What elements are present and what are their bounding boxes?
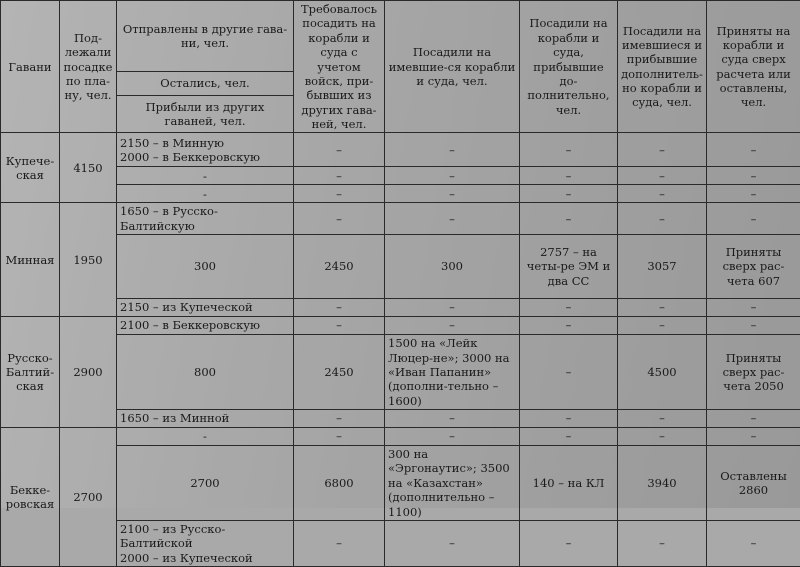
seated-arrived-cell: 2757 – на четы-ре ЭМ и два СС — [520, 235, 618, 299]
dash-cell: – — [294, 133, 385, 167]
dash-cell: – — [520, 185, 618, 203]
required-cell: 2450 — [294, 235, 385, 299]
extra-cell: Оставлены 2860 — [707, 446, 800, 521]
header-stayed: Остались, чел. — [117, 72, 294, 95]
sent-cell: 1650 – в Русско-Балтийскую — [117, 203, 294, 235]
dash-cell: – — [385, 299, 520, 317]
arrived-cell: 2100 – из Русско-Балтийской 2000 – из Купеческой — [117, 520, 294, 566]
header-required: Требовалось посадить на корабли и суда с учетом войск, при-бывших из других гава-ней, чел. — [294, 1, 385, 133]
dash-cell: – — [707, 428, 800, 446]
table-header — [1, 1, 800, 133]
dash-cell: – — [385, 133, 520, 167]
header-seated-existing: Посадили на имевшие-ся корабли и суда, чел. — [385, 1, 520, 133]
dash-cell: – — [385, 317, 520, 335]
seated-existing-cell: 300 — [385, 235, 520, 299]
dash-cell: – — [385, 428, 520, 446]
dash-cell: – — [294, 299, 385, 317]
harbor-plan: 2900 — [60, 317, 117, 428]
table-row — [1, 299, 800, 317]
dash-cell: – — [520, 167, 618, 185]
extra-cell: Приняты сверх рас-чета 2050 — [707, 335, 800, 410]
dash-cell: – — [385, 410, 520, 428]
header-extra: Приняты на корабли и суда сверх расчета или оставлены, чел. — [707, 1, 800, 133]
table-row — [1, 235, 800, 299]
dash-cell: – — [707, 167, 800, 185]
harbor-plan: 2700 — [60, 428, 117, 567]
dash-cell: – — [707, 133, 800, 167]
sent-cell: 2100 – в Беккеровскую — [117, 317, 294, 335]
harbor-name: Бекке-ровская — [1, 428, 60, 567]
sent-cell: - — [117, 428, 294, 446]
header-sent: Отправлены в другие гава-ни, чел. — [117, 1, 294, 72]
table-row — [1, 446, 800, 521]
dash-cell: – — [618, 317, 707, 335]
dash-cell: – — [520, 317, 618, 335]
dash-cell: – — [294, 317, 385, 335]
table-row — [1, 167, 800, 185]
dash-cell: – — [294, 410, 385, 428]
dash-cell: – — [385, 185, 520, 203]
dash-cell: – — [618, 133, 707, 167]
seated-arrived-cell: 140 – на КЛ — [520, 446, 618, 521]
table-row — [1, 133, 800, 167]
dash-cell: – — [618, 428, 707, 446]
header-arrived: Прибыли из других гаваней, чел. — [117, 95, 294, 133]
dash-cell: – — [520, 133, 618, 167]
arrived-cell: 1650 – из Минной — [117, 410, 294, 428]
dash-cell: – — [385, 520, 520, 566]
required-cell: 6800 — [294, 446, 385, 521]
dash-cell: – — [618, 167, 707, 185]
seated-total-cell: 3057 — [618, 235, 707, 299]
harbor-name: Минная — [1, 203, 60, 317]
dash-cell: – — [707, 203, 800, 235]
harbor-name: Русско-Балтий-ская — [1, 317, 60, 428]
stayed-cell: 800 — [117, 335, 294, 410]
dash-cell: – — [385, 203, 520, 235]
harbor-plan: 4150 — [60, 133, 117, 203]
dash-cell: – — [707, 299, 800, 317]
dash-cell: – — [618, 203, 707, 235]
dash-cell: – — [618, 410, 707, 428]
dash-cell: – — [707, 520, 800, 566]
table-row — [1, 335, 800, 410]
sent-cell: 2150 – в Минную 2000 – в Беккеровскую — [117, 133, 294, 167]
dash-cell: – — [385, 167, 520, 185]
header-gavani: Гавани — [1, 1, 60, 133]
dash-cell: – — [294, 520, 385, 566]
dash-cell: – — [618, 299, 707, 317]
dash-cell: – — [618, 520, 707, 566]
stayed-cell: 2700 — [117, 446, 294, 521]
table-row — [1, 317, 800, 335]
dash-cell: – — [520, 428, 618, 446]
dash-cell: – — [520, 520, 618, 566]
dash-cell: – — [294, 167, 385, 185]
extra-cell: Приняты сверх рас-чета 607 — [707, 235, 800, 299]
stayed-cell: 300 — [117, 235, 294, 299]
dash-cell: – — [707, 410, 800, 428]
dash-cell: – — [520, 203, 618, 235]
seated-arrived-cell: – — [520, 335, 618, 410]
dash-cell: – — [520, 299, 618, 317]
table-row — [1, 410, 800, 428]
stayed-cell: - — [117, 167, 294, 185]
required-cell: 2450 — [294, 335, 385, 410]
table-row — [1, 428, 800, 446]
header-seated-total: Посадили на имевшиеся и прибывшие дополнитель-но корабли и суда, чел. — [618, 1, 707, 133]
seated-total-cell: 4500 — [618, 335, 707, 410]
table-row — [1, 185, 800, 203]
dash-cell: – — [707, 185, 800, 203]
dash-cell: – — [294, 203, 385, 235]
table-row — [1, 520, 800, 566]
harbor-name: Купече-ская — [1, 133, 60, 203]
harbor-plan: 1950 — [60, 203, 117, 317]
seated-existing-cell: 300 на «Эргонаутис»; 3500 на «Казахстан» (дополнительно – 1100) — [385, 446, 520, 521]
arrived-cell: 2150 – из Купеческой — [117, 299, 294, 317]
table-body — [1, 133, 800, 567]
seated-existing-cell: 1500 на «Лейк Люцер-не»; 3000 на «Иван Папанин» (дополни-тельно – 1600) — [385, 335, 520, 410]
dash-cell: – — [520, 410, 618, 428]
dash-cell: – — [707, 317, 800, 335]
table-row — [1, 203, 800, 235]
header-seated-arrived: Посадили на корабли и суда, прибывшие до-полнительно, чел. — [520, 1, 618, 133]
dash-cell: – — [618, 185, 707, 203]
header-plan: Под-лежали посадке по пла-ну, чел. — [60, 1, 117, 133]
dash-cell: – — [294, 428, 385, 446]
seated-total-cell: 3940 — [618, 446, 707, 521]
arrived-cell: - — [117, 185, 294, 203]
dash-cell: – — [294, 185, 385, 203]
